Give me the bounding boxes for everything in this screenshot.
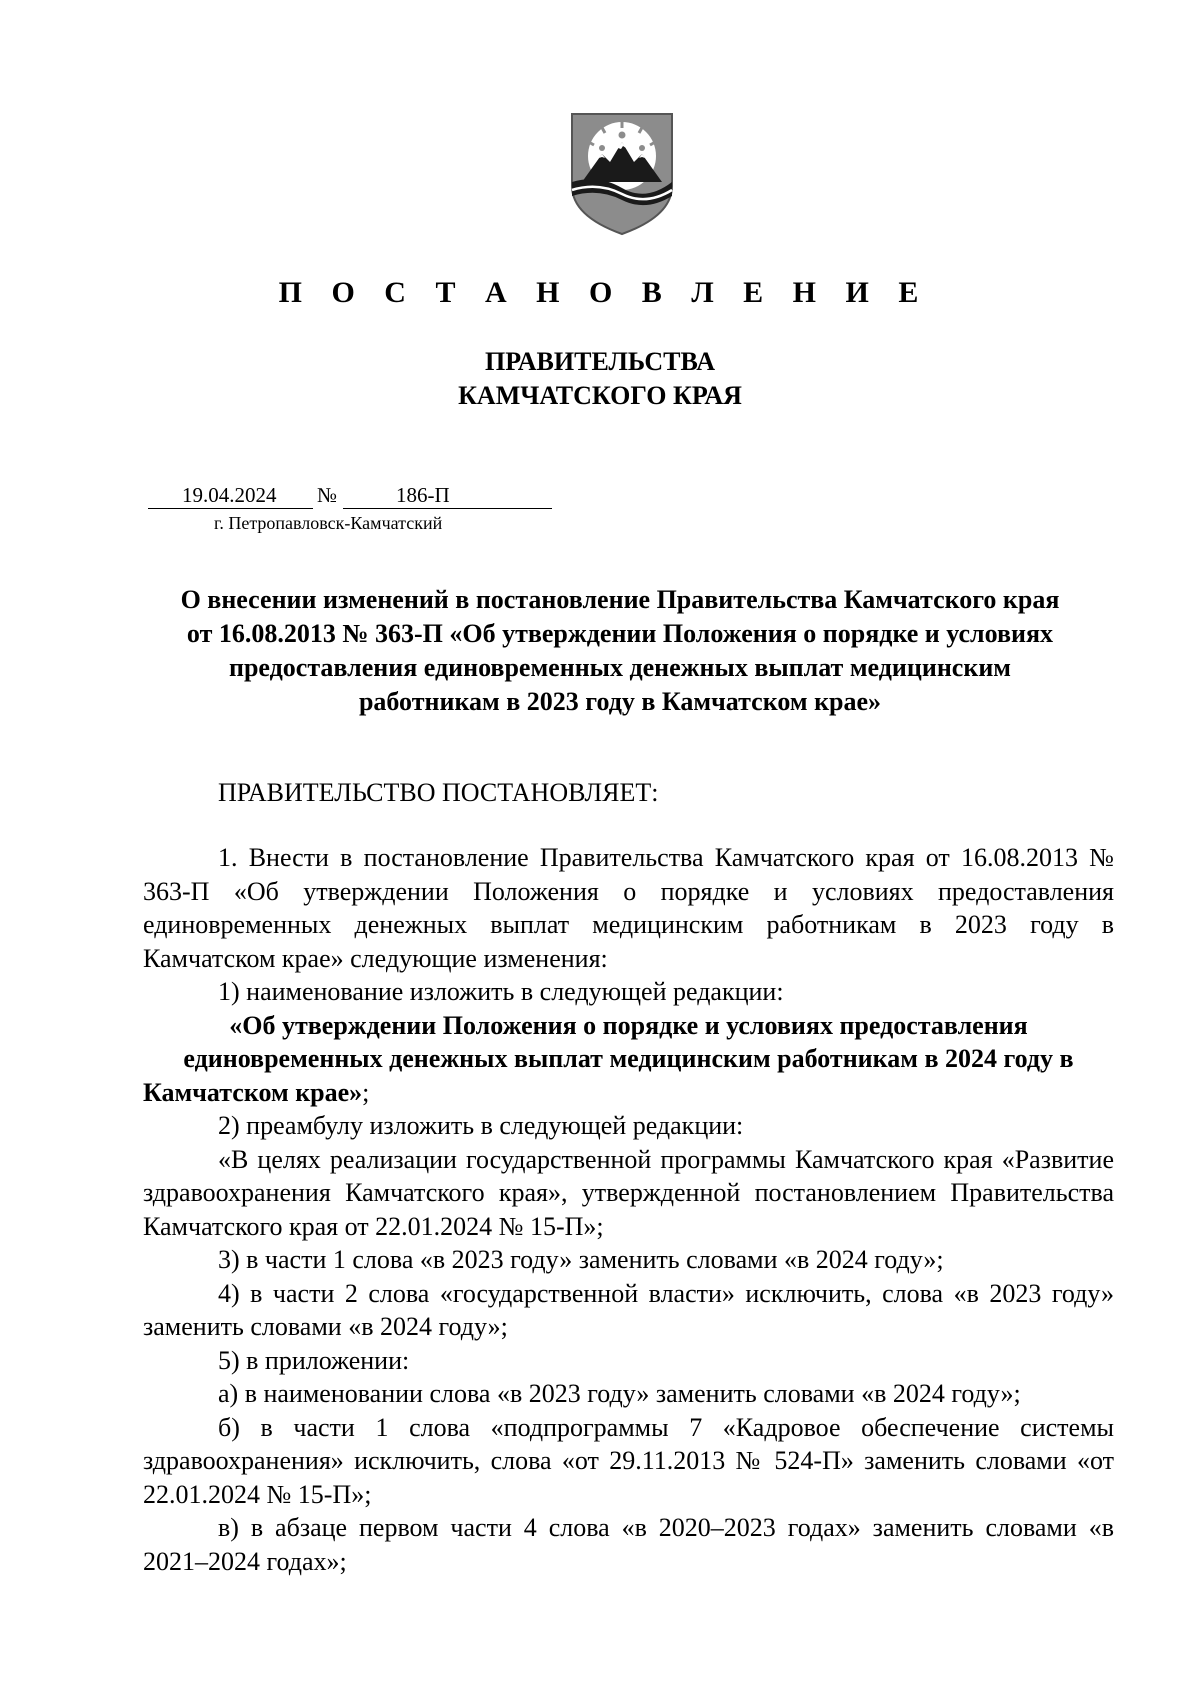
document-type-title: П О С Т А Н О В Л Е Н И Е: [278, 276, 930, 309]
subject-line-1: О внесении изменений в постановление Правительства Камчатского края: [180, 585, 1060, 614]
subject-line-3: предоставления единовременных денежных выплат медицинским: [228, 653, 1012, 682]
new-title-punctuation: ;: [362, 1077, 370, 1107]
new-title-text: «Об утверждении Положения о порядке и условиях предоставления единовременных денежных выплат медицинским работникам в 2024 году в Камчатском крае»: [143, 1010, 1074, 1107]
paragraph-1: 1. Внести в постановление Правительства Камчатского края от 16.08.2013 № 363-П «Об утверждении Положения о порядке и условиях предоставления единовременных денежных выплат медицинским работникам в 2023 году в Камчатском крае» следующие изменения:: [143, 843, 1114, 973]
number-underline: [343, 508, 552, 509]
kamchatka-coat-of-arms-icon: [568, 108, 676, 238]
paragraph-10: б) в части 1 слова «подпрограммы 7 «Кадровое обеспечение системы здравоохранения» исключить, слова «от 29.11.2013 № 524-П» заменить словами «от 22.01.2024 № 15-П»;: [143, 1412, 1114, 1509]
document-body: [143, 841, 1114, 1578]
paragraph-7: 4) в части 2 слова «государственной власти» исключить, слова «в 2023 году» заменить словами «в 2024 году»;: [143, 1278, 1114, 1341]
issuer-line-1: ПРАВИТЕЛЬСТВА: [485, 347, 715, 376]
document-number: 186-П: [396, 483, 450, 507]
subject-line-4: работникам в 2023 году в Камчатском крае»: [358, 687, 882, 716]
paragraph-8: 5) в приложении:: [218, 1345, 410, 1375]
registration-line: [148, 483, 552, 511]
paragraph-11: в) в абзаце первом части 4 слова «в 2020–2023 годах» заменить словами «в 2021–2024 годах»;: [143, 1513, 1114, 1576]
paragraph-5: «В целях реализации государственной программы Камчатского края «Развитие здравоохранения Камчатского края», утвержденной постановлением Правительства Камчатского края от 22.01.2024 № 15-П»;: [143, 1144, 1114, 1241]
date-underline: [148, 508, 313, 509]
paragraph-4: 2) преамбулу изложить в следующей редакции:: [218, 1111, 744, 1140]
issuer-name: [0, 345, 1200, 413]
subject-line-2: от 16.08.2013 № 363-П «Об утверждении Положения о порядке и условиях: [186, 619, 1054, 648]
document-subject: [130, 583, 1110, 719]
paragraph-9: а) в наименовании слова «в 2023 году» заменить словами «в 2024 году»;: [218, 1379, 1021, 1408]
paragraph-6: 3) в части 1 слова «в 2023 году» заменить словами «в 2024 году»;: [218, 1245, 944, 1274]
issue-city: г. Петропавловск-Камчатский: [214, 513, 443, 533]
issuer-line-2: КАМЧАТСКОГО КРАЯ: [458, 381, 742, 410]
number-sign: №: [317, 483, 338, 507]
paragraph-2: 1) наименование изложить в следующей редакции:: [218, 977, 784, 1006]
decree-statement: ПРАВИТЕЛЬСТВО ПОСТАНОВЛЯЕТ:: [218, 778, 659, 807]
paragraph-3: [143, 1009, 1114, 1110]
document-date: 19.04.2024: [182, 483, 277, 507]
